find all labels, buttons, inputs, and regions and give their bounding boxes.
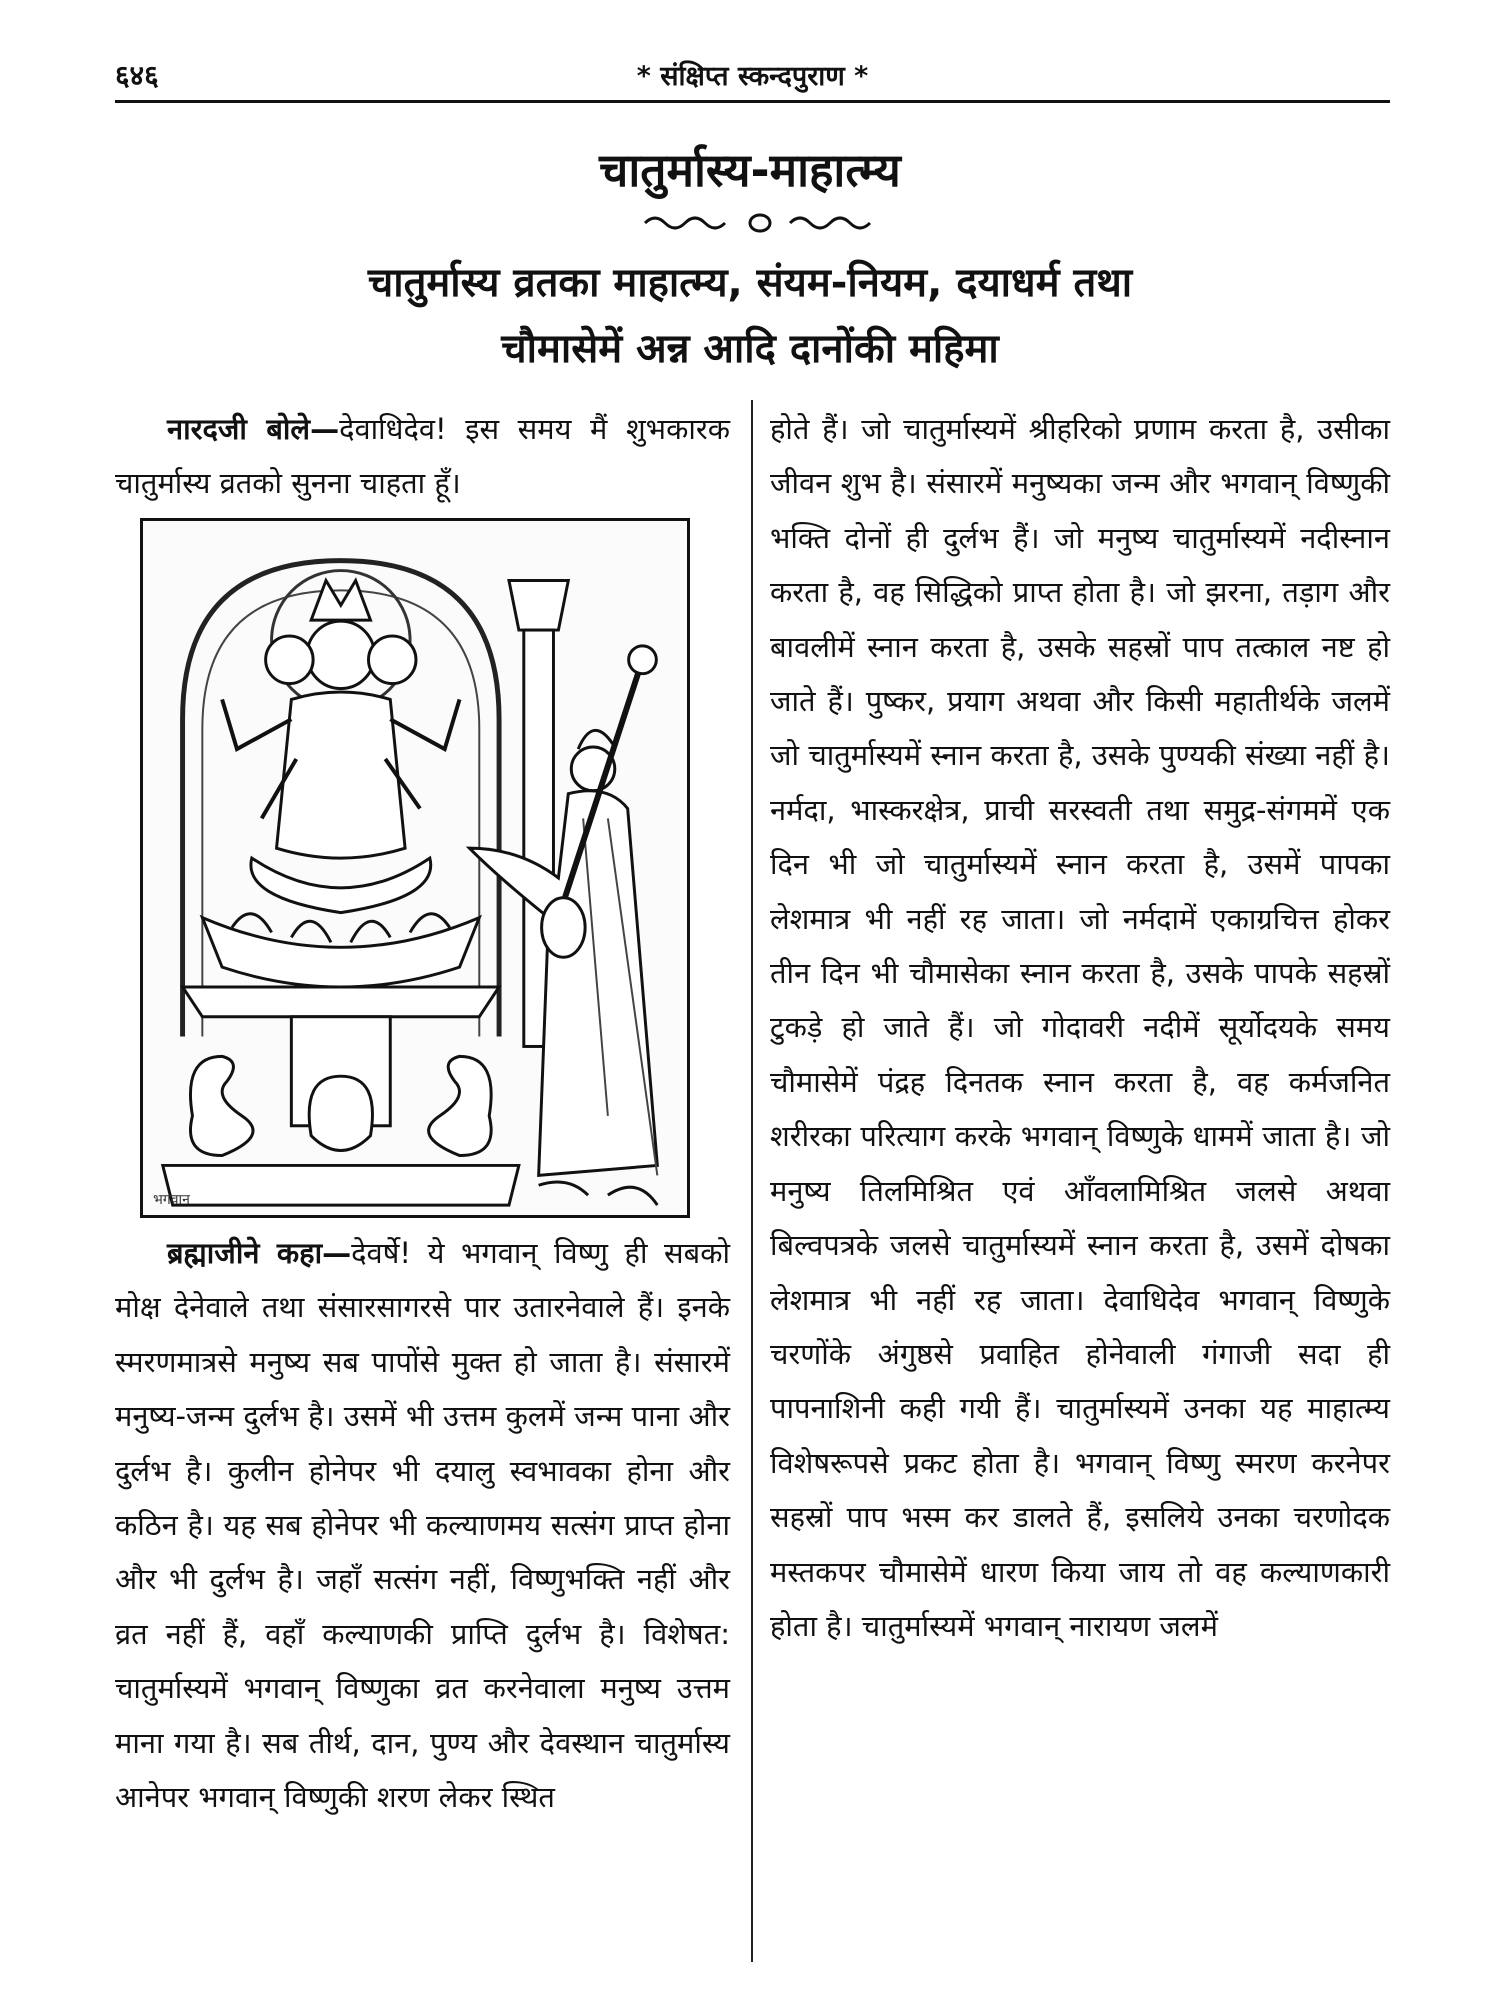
speaker-narada: नारदजी बोले— [167, 412, 340, 446]
title-ornament [640, 208, 880, 238]
base [163, 1165, 519, 1205]
header-rule [115, 100, 1390, 103]
brahma-body [277, 692, 406, 858]
subtitle-line-2: चौमासेमें अन्न आदि दानोंकी महिमा [501, 326, 999, 372]
paragraph-narada [115, 402, 730, 511]
brahma-narada-drawing [143, 521, 687, 1215]
paragraph-brahma [115, 1226, 730, 1824]
swan-center [309, 1076, 372, 1150]
swan-right [429, 1056, 492, 1155]
running-title: * संक्षिप्त स्कन्दपुराण * [636, 61, 869, 92]
brahma-head-center [307, 621, 374, 688]
right-column [770, 402, 1390, 1653]
narada-text: देवाधिदेव! इस समय मैं शुभकारक चातुर्मास्य व्रतको सुनना चाहता हूँ। [115, 412, 730, 501]
lotus-seat [202, 918, 479, 987]
subtitle-line-1: चातुर्मास्य व्रतका माहात्म्य, संयम-नियम, दयाधर्म तथा [367, 260, 1133, 306]
paragraph-right: होते हैं। जो चातुर्मास्यमें श्रीहरिको प्रणाम करता है, उसीका जीवन शुभ है। संसारमें मनुष्यका जन्म और भगवान् विष्णुकी भक्ति दोनों ही दुर्लभ हैं। जो मनुष्य चातुर्मास्यमें नदीस्नान करता है, वह सिद्धिको प्राप्त होता है। जो झरना, तड़ाग और बावलीमें स्नान करता है, उसके सहस्रों पाप तत्काल नष्ट हो जाते हैं। पुष्कर, प्रयाग अथवा और किसी महातीर्थके जलमें जो चातुर्मास्यमें स्नान करता है, उसके पुण्यकी संख्या नहीं है। नर्मदा, भास्करक्षेत्र, प्राची सरस्वती तथा समुद्र-संगममें एक दिन भी जो चातुर्मास्यमें स्नान करता है, उसमें पापका लेशमात्र भी नहीं रह जाता। जो नर्मदामें एकाग्रचित्त होकर तीन दिन भी चौमासेका स्नान करता है, उसके पापके सहस्रों टुकड़े हो जाते हैं। जो गोदावरी नदीमें सूर्योदयके समय चौमासेमें पंद्रह दिनतक स्नान करता है, वह कर्मजनित शरीरका परित्याग करके भगवान् विष्णुके धाममें जाता है। जो मनुष्य तिलमिश्रित एवं आँवलामिश्रित जलसे अथवा बिल्वपत्रके जलसे चातुर्मास्यमें स्नान करता है, उसमें दोषका लेशमात्र भी नहीं रह जाता। देवाधिदेव भगवान् विष्णुके चरणोंके अंगुष्ठसे प्रवाहित होनेवाली गंगाजी सदा ही पापनाशिनी कही गयी हैं। चातुर्मास्यमें उनका यह माहात्म्य विशेषरूपसे प्रकट होता है। भगवान् विष्णु स्मरण करनेपर सहस्रों पाप भस्म कर डालते हैं, इसलिये उनका चरणोदक मस्तकपर चौमासेमें धारण किया जाय तो वह कल्याणकारी होता है। चातुर्मास्यमें भगवान् नारायण जलमें [770, 412, 1390, 1643]
swan-left [190, 1056, 253, 1155]
pedestal [183, 987, 500, 1017]
column-divider [751, 400, 753, 1962]
chapter-subtitle [0, 250, 1500, 382]
illustration-brahma-narada [140, 518, 690, 1218]
artist-mark: भगवान [153, 1192, 190, 1208]
page-header [115, 50, 1390, 102]
chapter-title: चातुर्मास्य-माहात्म्य [599, 143, 901, 197]
left-column-bottom [115, 1226, 730, 1824]
pillar [509, 580, 568, 630]
brahma-text: देवर्षे! ये भगवान् विष्णु ही सबको मोक्ष देनेवाले तथा संसारसागरसे पार उतारनेवाले हैं। इनके स्मरणमात्रसे मनुष्य सब पापोंसे मुक्त हो जाता है। संसारमें मनुष्य-जन्म दुर्लभ है। उसमें भी उत्तम कुलमें जन्म पाना और दुर्लभ है। कुलीन होनेपर भी दयालु स्वभावका होना और कठिन है। यह सब होनेपर भी कल्याणमय सत्संग प्राप्त होना और भी दुर्लभ है। जहाँ सत्संग नहीं, विष्णुभक्ति नहीं और व्रत नहीं हैं, वहाँ कल्याणकी प्राप्ति दुर्लभ है। विशेषत: चातुर्मास्यमें भगवान् विष्णुका व्रत करनेवाला मनुष्य उत्तम माना गया है। सब तीर्थ, दान, पुण्य और देवस्थान चातुर्मास्य आनेपर भगवान् विष्णुकी शरण लेकर स्थित [115, 1236, 731, 1815]
left-column-top [115, 402, 730, 511]
speaker-brahma: ब्रह्माजीने कहा— [167, 1236, 352, 1270]
page-number: ६४६ [115, 59, 159, 92]
